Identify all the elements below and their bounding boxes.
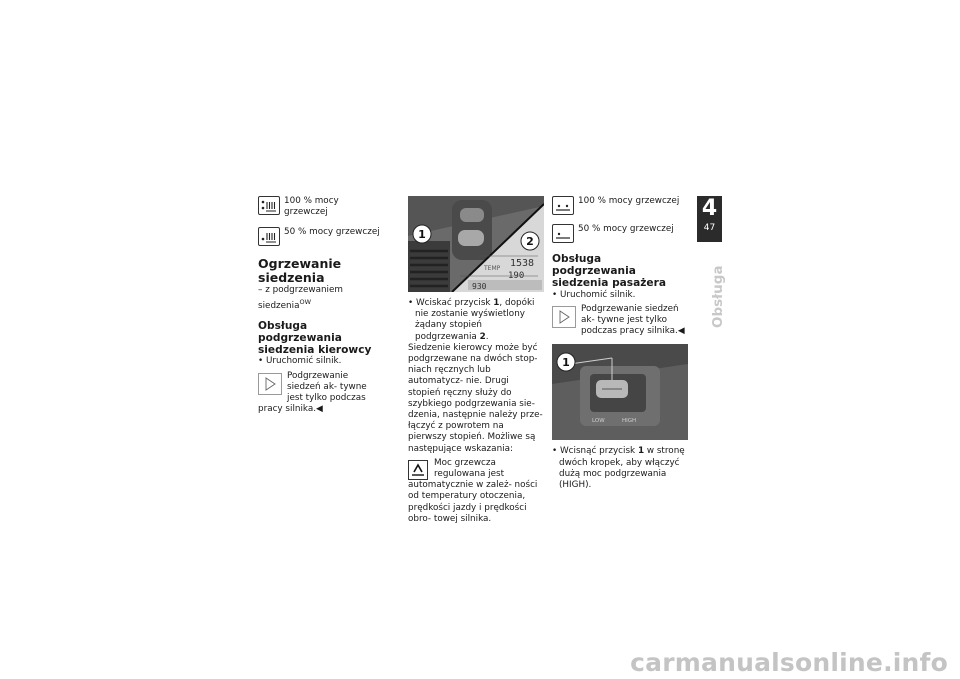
heat-half-row xyxy=(258,227,384,246)
passenger-engine-note xyxy=(552,304,688,338)
press-b: 1 xyxy=(493,298,500,308)
press-e: . xyxy=(485,331,489,342)
switch-label-high: HIGH xyxy=(622,418,637,425)
engine-note-text: Podgrzewanie siedzeń ak- tywne jest tylko podczas pracy silnika.◀ xyxy=(258,370,367,415)
passenger-heat-full-row xyxy=(552,196,688,215)
passenger-heading: Obsługa podgrzewania siedzenia pasażera xyxy=(552,253,666,290)
p-press-c: w stronę dwóch kropek, aby włączyć dużą moc podgrzewania (HIGH). xyxy=(559,446,685,491)
subnote-sup: OW xyxy=(299,297,312,306)
subnote-text: – z podgrzewaniem siedzenia xyxy=(258,285,343,311)
passenger-start-bullet: • Uruchomić silnik. xyxy=(552,289,636,300)
p-press-b: 1 xyxy=(637,446,645,457)
callout-1: 1 xyxy=(418,228,426,241)
column-2 xyxy=(408,196,544,525)
heat-half-text: 50 % mocy grzewczej xyxy=(284,227,380,238)
subnote xyxy=(258,285,384,311)
description-paragraph: Siedzenie kierowcy może być podgrzewane na dwóch stop- niach ręcznych lub automatycz- nie. Drugi stopień ręczny służy do szybkiego podgrzewania sie- dzenia, następnie należy prze- łączyć z powrotem na pierwszy stopień. Możliwe są następujące wskazania: xyxy=(408,342,543,454)
dashboard-photo xyxy=(408,196,544,292)
start-engine-bullet: • Uruchomić silnik. xyxy=(258,356,342,367)
display-temp-label: TEMP xyxy=(484,265,501,272)
page-number: 47 xyxy=(703,223,716,233)
display-bottom: 930 xyxy=(472,282,487,291)
passenger-heat-half-text: 50 % mocy grzewczej xyxy=(578,224,674,234)
section-label-text: Obsługa xyxy=(710,265,726,328)
chapter-tab xyxy=(697,196,722,242)
p-press-a: • Wcisnąć przycisk xyxy=(552,446,638,457)
display-value: 190 xyxy=(508,271,525,281)
press-d: 2 xyxy=(479,331,486,342)
press-button-bullet xyxy=(408,298,544,343)
section-heading: Ogrzewanie siedzenia xyxy=(258,256,342,286)
passenger-note-text: Podgrzewanie siedzeń ak- tywne jest tylko podczas pracy silnika.◀ xyxy=(581,303,685,337)
passenger-seat-heat-full-icon xyxy=(552,196,574,215)
seat-heat-full-icon xyxy=(258,196,280,215)
auto-heat-icon xyxy=(408,460,428,480)
switch-label-low: LOW xyxy=(592,418,605,425)
passenger-warning-triangle-icon xyxy=(552,306,576,328)
driver-heading: Obsługa podgrzewania siedzenia kierowcy xyxy=(258,319,372,357)
callout-2: 2 xyxy=(526,235,534,248)
display-odometer: 1538 xyxy=(510,258,535,269)
press-a: • Wciskać przycisk xyxy=(408,298,494,308)
engine-note xyxy=(258,371,384,416)
heat-full-text: 100 % mocy grzewczej xyxy=(284,196,339,218)
warning-triangle-icon xyxy=(258,373,282,395)
press-c: , dopóki nie zostanie wyświetlony żądany stopień podgrzewania xyxy=(415,298,535,342)
passenger-heat-half-row xyxy=(552,224,688,243)
watermark: carmanualsonline.info xyxy=(630,648,948,677)
chapter-number: 4 xyxy=(701,196,718,221)
auto-mode-note xyxy=(408,458,544,525)
column-1 xyxy=(258,196,384,415)
passenger-heat-full-text: 100 % mocy grzewczej xyxy=(578,196,680,206)
passenger-press-bullet xyxy=(552,446,688,491)
seat-heat-half-icon xyxy=(258,227,280,246)
passenger-callout-1: 1 xyxy=(562,356,570,370)
column-3 xyxy=(552,196,688,491)
heat-full-row xyxy=(258,196,384,218)
passenger-switch-photo xyxy=(552,344,688,440)
auto-mode-text: Moc grzewcza regulowana jest automatycznie w zależ- ności od temperatury otoczenia, prędkości jazdy i prędkości obro- towej silnika. xyxy=(408,457,538,524)
passenger-seat-heat-half-icon xyxy=(552,224,574,243)
section-label xyxy=(697,250,726,330)
